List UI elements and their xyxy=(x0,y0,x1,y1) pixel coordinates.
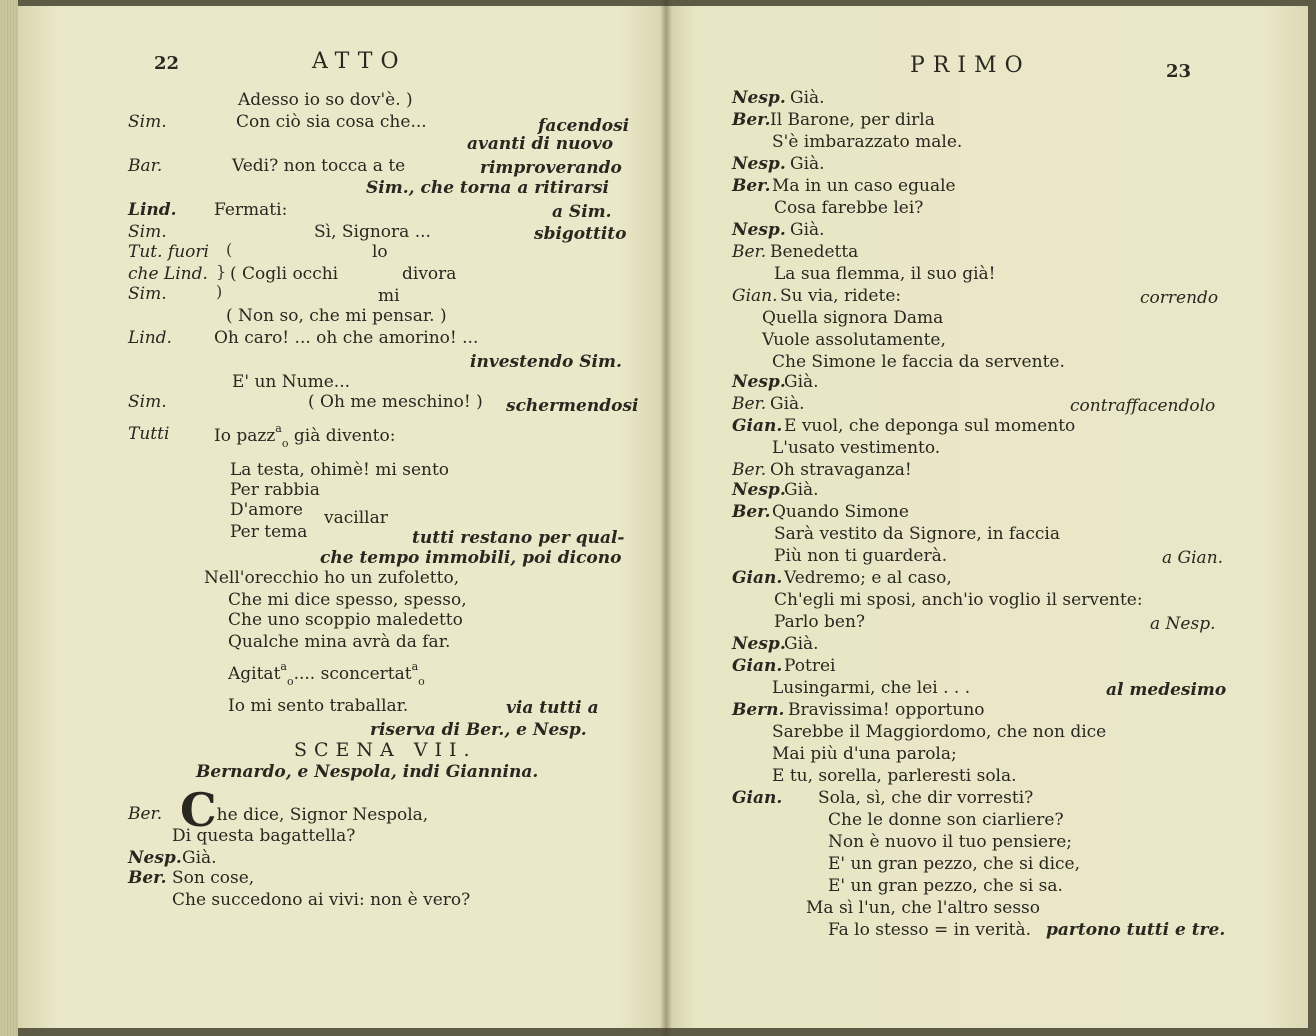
text-part: Io pazz xyxy=(214,426,276,446)
text-line: D'amore xyxy=(230,500,303,520)
stage-direction: tutti restano per qual- xyxy=(412,528,625,548)
speaker: Ber. xyxy=(732,502,771,522)
text-line: Sarebbe il Maggiordomo, che non dice xyxy=(772,722,1107,742)
stage-direction: via tutti a xyxy=(506,698,599,718)
speaker: Tut. fuori xyxy=(128,242,209,262)
text-line: Sola, sì, che dir vorresti? xyxy=(818,788,1034,808)
text-line: Adesso io so dov'è. ) xyxy=(238,90,413,110)
text-line: Fermati: xyxy=(214,200,288,220)
subscript: o xyxy=(286,675,294,688)
text-line: Già. xyxy=(790,154,825,174)
text-line: Oh caro! ... oh che amorino! ... xyxy=(214,328,479,348)
running-header: ATTO xyxy=(312,49,407,74)
left-page xyxy=(18,6,666,1028)
text-line: Già. xyxy=(182,848,217,868)
speaker: Gian. xyxy=(732,286,778,306)
text-line: Già. xyxy=(790,220,825,240)
text-line: Ch'egli mi sposi, anch'io voglio il servente: xyxy=(774,590,1143,610)
text-line: Già. xyxy=(784,372,819,392)
stage-direction: Sim., che torna a ritirarsi xyxy=(366,178,609,198)
text-line: Già. xyxy=(770,394,805,414)
text-line: Son cose, xyxy=(172,868,255,888)
text-line: Vuole assolutamente, xyxy=(762,330,946,350)
speaker: che Lind. xyxy=(128,264,208,284)
text-line: Benedetta xyxy=(770,242,859,262)
text-line: Che uno scoppio maledetto xyxy=(228,610,463,630)
scene-cast: Bernardo, e Nespola, indi Giannina. xyxy=(196,762,539,782)
text-line: Bravissima! opportuno xyxy=(788,700,985,720)
text-line: Oh stravaganza! xyxy=(770,460,912,480)
text-line: Il Barone, per dirla xyxy=(770,110,935,130)
text-line: ( Oh me meschino! ) xyxy=(308,392,483,412)
stage-direction: a Nesp. xyxy=(1150,614,1216,634)
stage-direction: riserva di Ber., e Nesp. xyxy=(370,720,587,740)
speaker: Sim. xyxy=(128,222,167,242)
text-line: Che le donne son ciarliere? xyxy=(828,810,1064,830)
speaker: Nesp. xyxy=(732,480,786,500)
right-page xyxy=(666,6,1308,1028)
text-part: he dice, Signor Nespola, xyxy=(216,805,429,825)
text-line: L'usato vestimento. xyxy=(772,438,941,458)
page-edges xyxy=(0,0,18,1036)
speaker: Lind. xyxy=(128,328,172,348)
running-header: PRIMO xyxy=(910,53,1031,78)
speaker: Sim. xyxy=(128,284,167,304)
text-line: Cosa farebbe lei? xyxy=(774,198,924,218)
text-line: Più non ti guarderà. xyxy=(774,546,948,566)
brace-glyph: } xyxy=(216,262,227,281)
speaker: Gian. xyxy=(732,416,783,436)
speaker: Nesp. xyxy=(732,372,786,392)
text-line: Nell'orecchio ho un zufoletto, xyxy=(204,568,460,588)
stage-direction: a Sim. xyxy=(552,202,612,222)
stage-direction: avanti di nuovo xyxy=(467,134,614,154)
text-line: Per rabbia xyxy=(230,480,320,500)
scene-heading: SCENA VII. xyxy=(294,739,477,761)
text-line: Di questa bagattella? xyxy=(172,826,356,846)
text-line: Che succedono ai vivi: non è vero? xyxy=(172,890,471,910)
stage-direction: investendo Sim. xyxy=(470,352,622,372)
superscript: a xyxy=(411,660,419,673)
page-number: 22 xyxy=(154,53,180,74)
text-line: Sì, Signora ... xyxy=(314,222,431,242)
stage-direction: correndo xyxy=(1140,288,1219,308)
stage-direction: schermendosi xyxy=(506,396,639,416)
text-line: Che Simone le faccia da servente. xyxy=(772,352,1065,372)
text-line: Ma in un caso eguale xyxy=(772,176,956,196)
text-line: Che mi dice spesso, spesso, xyxy=(228,590,467,610)
speaker: Ber. xyxy=(128,868,167,888)
stage-direction: partono tutti e tre. xyxy=(1046,920,1226,940)
text-line: E vuol, che deponga sul momento xyxy=(784,416,1076,436)
stage-direction: che tempo immobili, poi dicono xyxy=(320,548,622,568)
speaker: Nesp. xyxy=(128,848,182,868)
book-gutter xyxy=(660,0,672,1036)
stage-direction: al medesimo xyxy=(1106,680,1227,700)
text-word: mi xyxy=(378,286,400,306)
text-line: E' un Nume... xyxy=(232,372,351,392)
speaker: Bar. xyxy=(128,156,163,176)
text-line: Vedi? non tocca a te xyxy=(232,156,406,176)
text-line: ( Non so, che mi pensar. ) xyxy=(226,306,447,326)
text-line: Parlo ben? xyxy=(774,612,866,632)
text-part: .... sconcertat xyxy=(293,664,412,684)
text-line: Lusingarmi, che lei . . . xyxy=(772,678,971,698)
text-line: Qualche mina avrà da far. xyxy=(228,632,451,652)
speaker: Sim. xyxy=(128,392,167,412)
speaker: Nesp. xyxy=(732,220,786,240)
text-line: Sarà vestito da Signore, in faccia xyxy=(774,524,1060,544)
stage-direction: sbigottito xyxy=(534,224,627,244)
speaker: Tutti xyxy=(128,424,170,444)
text-line: La sua flemma, il suo già! xyxy=(774,264,996,284)
text-line: La testa, ohimè! mi sento xyxy=(230,460,450,480)
drop-cap: C xyxy=(180,783,217,837)
speaker: Lind. xyxy=(128,200,177,220)
text-line: Con ciò sia cosa che... xyxy=(236,112,427,132)
stage-direction: a Gian. xyxy=(1162,548,1224,568)
text-line: Quella signora Dama xyxy=(762,308,944,328)
text-line: Potrei xyxy=(784,656,836,676)
text-line xyxy=(214,422,396,450)
text-line: Mai più d'una parola; xyxy=(772,744,957,764)
subscript: o xyxy=(418,675,425,688)
speaker: Ber. xyxy=(732,394,767,414)
speaker: Gian. xyxy=(732,788,783,808)
text-line: E' un gran pezzo, che si dice, xyxy=(828,854,1080,874)
speaker: Ber. xyxy=(732,242,767,262)
text-line: S'è imbarazzato male. xyxy=(772,132,963,152)
text-word: divora xyxy=(402,264,457,284)
speaker: Ber. xyxy=(128,804,163,824)
speaker: Ber. xyxy=(732,460,767,480)
speaker: Gian. xyxy=(732,656,783,676)
speaker: Ber. xyxy=(732,110,771,130)
page-number: 23 xyxy=(1166,61,1192,82)
speaker: Gian. xyxy=(732,568,783,588)
text-part: già divento: xyxy=(293,426,396,446)
superscript: a xyxy=(275,422,282,435)
text-line: Già. xyxy=(790,88,825,108)
text-line: Su via, ridete: xyxy=(780,286,902,306)
text-word: vacillar xyxy=(324,508,388,528)
text-word: lo xyxy=(372,242,388,262)
speaker: Nesp. xyxy=(732,88,786,108)
text-line: Fa lo stesso = in verità. xyxy=(828,920,1031,940)
text-line: E tu, sorella, parleresti sola. xyxy=(772,766,1017,786)
text-line: Non è nuovo il tuo pensiere; xyxy=(828,832,1073,852)
text-line: Già. xyxy=(784,480,819,500)
text-line: Io mi sento traballar. xyxy=(228,696,409,716)
text-line xyxy=(228,660,425,688)
stage-direction: contraffacendolo xyxy=(1070,396,1216,416)
brace-glyph: ( xyxy=(226,240,233,259)
text-line: ( Cogli occhi xyxy=(230,264,339,284)
stage-direction: facendosi xyxy=(538,116,630,136)
speaker: Ber. xyxy=(732,176,771,196)
speaker: Nesp. xyxy=(732,154,786,174)
text-line: Per tema xyxy=(230,522,308,542)
text-line: E' un gran pezzo, che si sa. xyxy=(828,876,1063,896)
text-line: Quando Simone xyxy=(772,502,909,522)
stage-direction: rimproverando xyxy=(480,158,622,178)
speaker: Nesp. xyxy=(732,634,786,654)
text-part: Agitat xyxy=(228,664,281,684)
superscript: a xyxy=(280,660,287,673)
brace-glyph: ) xyxy=(216,282,223,301)
subscript: o xyxy=(281,437,289,450)
speaker: Bern. xyxy=(732,700,785,720)
speaker: Sim. xyxy=(128,112,167,132)
text-line: Ma sì l'un, che l'altro sesso xyxy=(806,898,1041,918)
text-line: Già. xyxy=(784,634,819,654)
text-line: Vedremo; e al caso, xyxy=(784,568,952,588)
